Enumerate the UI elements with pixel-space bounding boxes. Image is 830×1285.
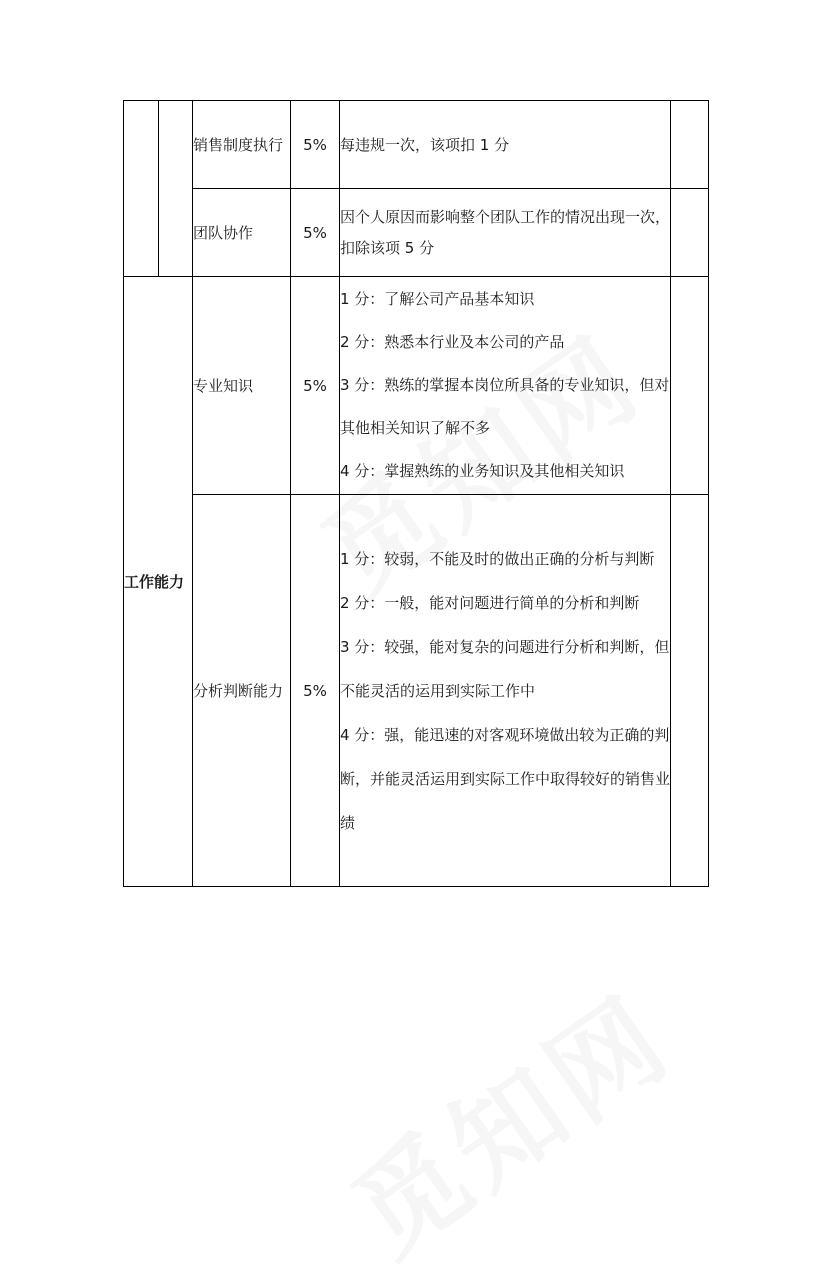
item-name: 销售制度执行 xyxy=(193,101,291,189)
watermark xyxy=(317,953,698,1285)
description-line: 每违规一次，该项扣 1 分 xyxy=(340,135,510,154)
description-line: 2 分：一般，能对问题进行简单的分析和判断 xyxy=(340,593,640,612)
table-row xyxy=(124,495,709,887)
item-weight: 5% xyxy=(291,495,340,887)
item-weight: 5% xyxy=(291,277,340,495)
score-cell xyxy=(671,277,709,495)
description-line: 2 分：熟悉本行业及本公司的产品 xyxy=(340,333,565,351)
item-weight: 5% xyxy=(291,101,340,189)
score-cell xyxy=(671,189,709,277)
description-line: 3 分：较强，能对复杂的问题进行分析和判断，但不能灵活的运用到实际工作中 xyxy=(340,637,670,700)
table-row xyxy=(124,277,709,495)
table-row xyxy=(124,189,709,277)
item-description xyxy=(340,495,671,887)
item-description xyxy=(340,277,671,495)
description-line: 4 分：强，能迅速的对客观环境做出较为正确的判断，并能灵活运用到实际工作中取得较好的销售业绩 xyxy=(340,725,671,832)
description-line: 因个人原因而影响整个团队工作的情况出现一次，扣除该项 5 分 xyxy=(340,207,671,257)
item-name: 团队协作 xyxy=(193,189,291,277)
item-name: 分析判断能力 xyxy=(193,495,291,887)
description-line: 4 分：掌握熟练的业务知识及其他相关知识 xyxy=(340,462,625,480)
description-line: 1 分：了解公司产品基本知识 xyxy=(340,290,535,308)
table-row xyxy=(124,101,709,189)
item-description xyxy=(340,189,671,277)
category-cell-empty xyxy=(124,101,159,277)
score-cell xyxy=(671,101,709,189)
item-name: 专业知识 xyxy=(193,277,291,495)
category-label: 工作能力 xyxy=(124,277,193,887)
item-description xyxy=(340,101,671,189)
item-weight: 5% xyxy=(291,189,340,277)
score-cell xyxy=(671,495,709,887)
description-line: 1 分：较弱，不能及时的做出正确的分析与判断 xyxy=(340,549,655,568)
description-line: 3 分：熟练的掌握本岗位所具备的专业知识，但对其他相关知识了解不多 xyxy=(340,376,670,437)
subcategory-cell-empty xyxy=(159,101,193,277)
evaluation-table xyxy=(123,100,709,887)
